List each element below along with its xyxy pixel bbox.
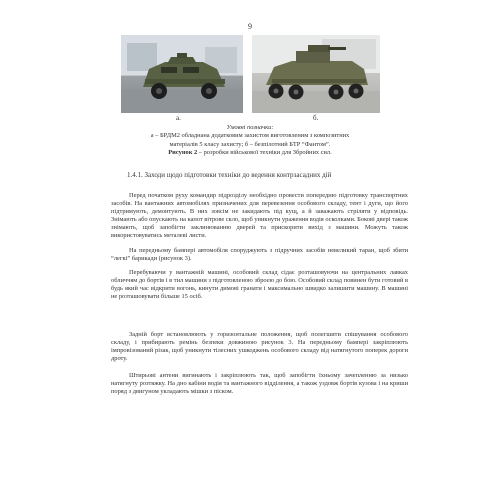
figure-caption <box>100 124 400 158</box>
figure-title: – розробки військової техніки для Збройних сил. <box>197 149 332 157</box>
unmanned-apc-phantom-photo <box>252 35 380 113</box>
section-heading: 1.4.1. Заходи щодо підготовки техніки до ведення контрзасадних дій <box>127 171 332 179</box>
armored-vehicle-brdm2-photo <box>121 35 243 113</box>
body-paragraph: Задній борт встановлюють у горизонтальне положення, щоб полегшити спішування особового складу, і прибирають ремінь безпеки довжиною рисунок 3. На передньому бампері закріплюють імпровізований різак, щоб уникнути тілесних ушкоджень особового складу від натягнутого поперек дороги дроту. <box>111 331 408 363</box>
figure-title-line <box>100 149 400 157</box>
body-paragraph: На передньому бампері автомобіля споруджують з підручних засобів невеликий таран, щоб збити “легкі” барикади (рисунок 3). <box>111 247 408 263</box>
caption-note-line: матеріалів 5 класу захисту; б – безпілотний БТР “Фантом”. <box>169 140 331 148</box>
figure-label-a: а. <box>176 114 181 122</box>
caption-note-title: Умовні позначки: <box>226 124 274 131</box>
figure-number: Рисунок 2 <box>168 149 198 157</box>
body-paragraph: Штирьові антени вигинають і закріплюють так, щоб запобігти їхньому зачепленню за низько натягнуту розтяжку. На дно кабіни водія та вантажного відділення, а також уздовж бортів кузова і на криши поряд з двигуном укладають мішки з піском. <box>111 372 408 396</box>
caption-note-line: а – БРДМ2 обладнана додатковим захистом виготовленим з композитних <box>150 132 350 140</box>
body-paragraph: Перед початком руху командир підрозділу необхідно провести попередню підготовку транспортних засобів. На вантажних автомобілях призначених для перевезення особового складу, тент і дуги, що його підтримують, демонтують. В них зовсім не закидають під кущ, а й заважають стріляти у відповідь. Знімають або опускають на капот вітрове скло, щоб уникнути ураження водія осколками. Бокові двері також знімають, щоб запобігти заклинюванню дверей та прискорити вихід з машини. Можуть також використовуватись металеві листи. <box>111 192 408 239</box>
figure-label-b: б. <box>313 114 319 122</box>
page-number: 9 <box>248 22 252 31</box>
body-paragraph: Перебуваючи у вантажній машині, особовий склад сідає розташовуючи на центральних лавках обличчям до бортів і в тил машини з підготовленою зброєю до бою. Особовий склад повинен бути готовий в будь який час відкрити вогонь, кинути димові гранати і максимально швидко залишити машину. В машині не розташовувати більше 15 осіб. <box>111 269 408 301</box>
